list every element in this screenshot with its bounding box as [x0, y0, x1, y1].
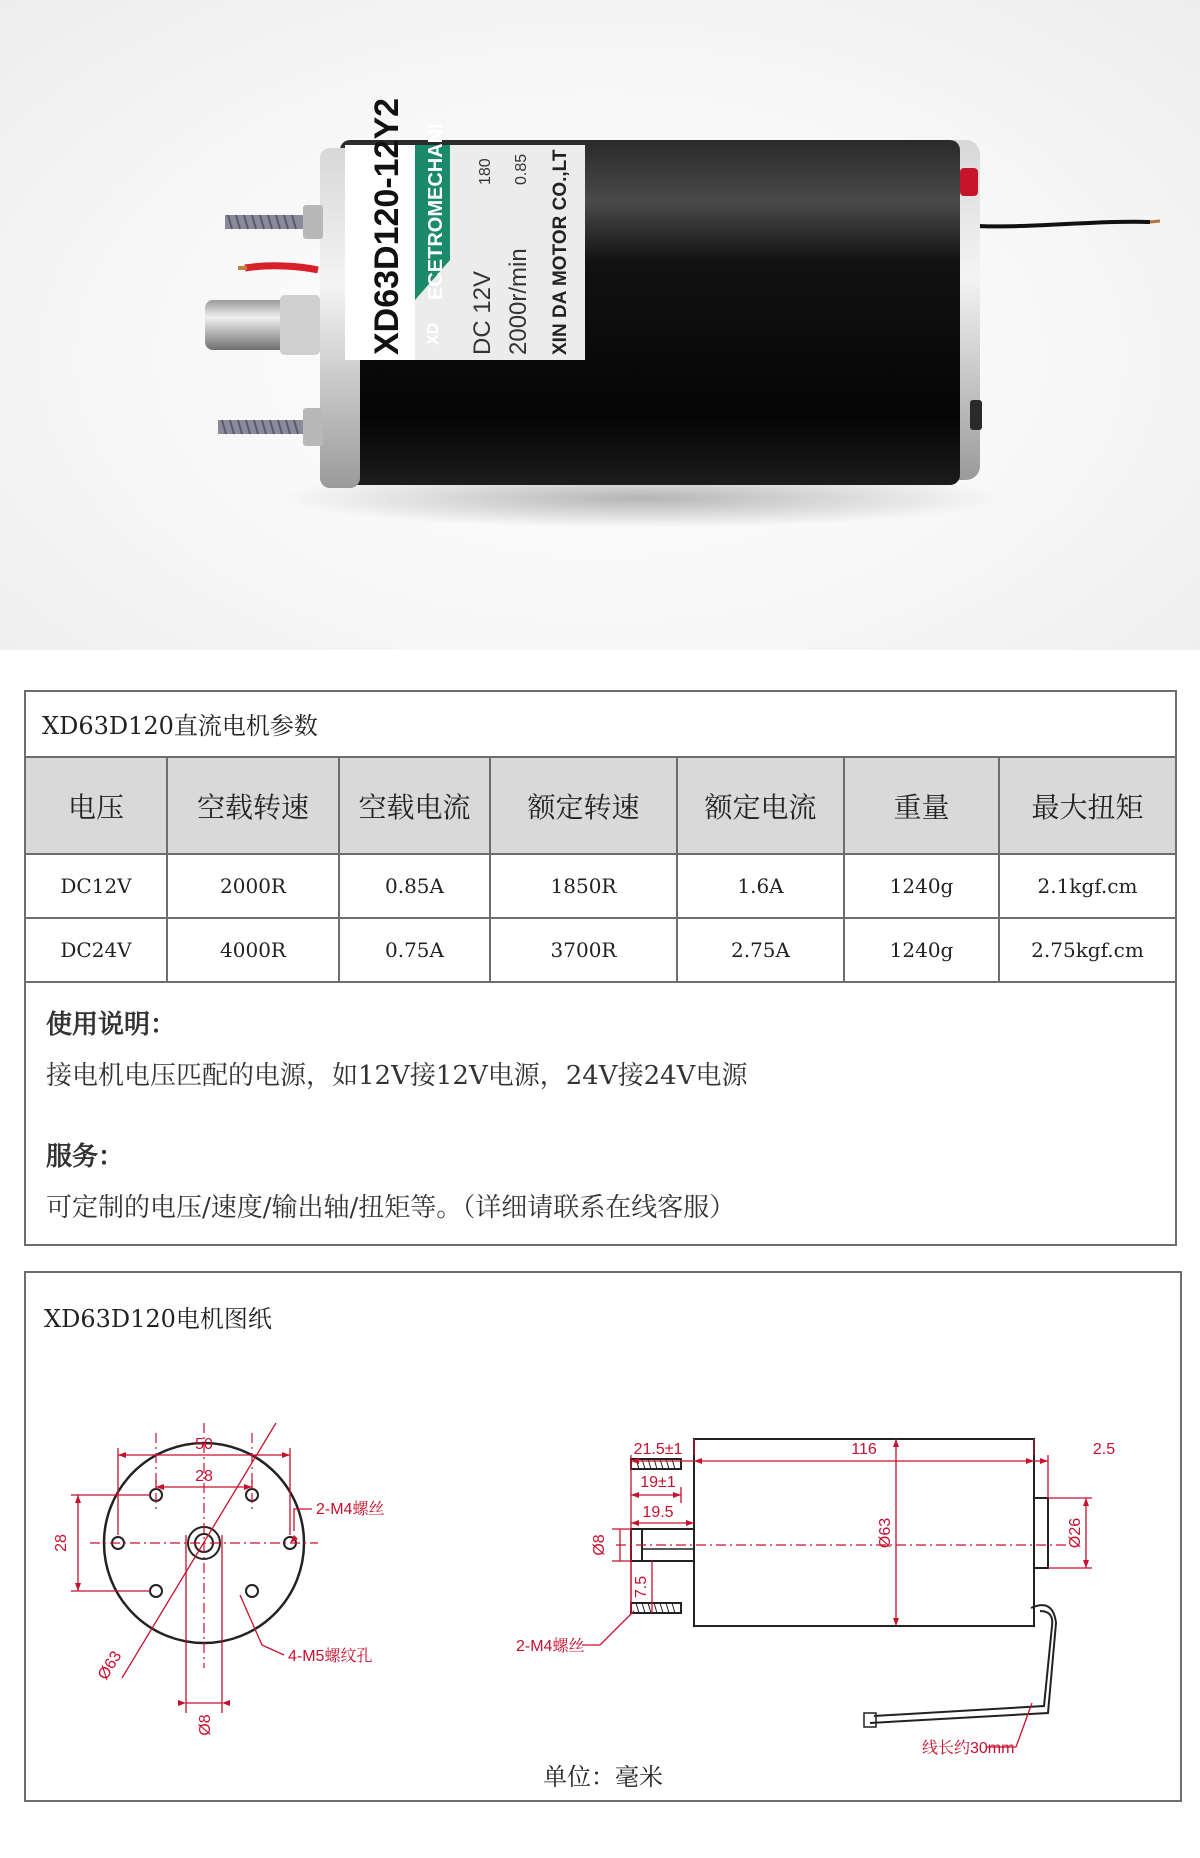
dim-7-5: 7.5: [633, 1575, 650, 1599]
cell-max-torque: 2.1kgf.cm: [999, 854, 1175, 918]
cell-noload-current: 0.75A: [339, 918, 490, 982]
cell-rated-speed: 1850R: [490, 854, 677, 918]
cell-weight: 1240g: [844, 854, 999, 918]
label-voltage: DC 12V: [469, 270, 496, 355]
motor-illustration: [0, 0, 1200, 650]
top-screw: [225, 205, 323, 239]
rear-red-plug: [960, 168, 978, 196]
unit-label: 单位：毫米: [543, 1763, 663, 1791]
dim-28-vertical: 28: [53, 1534, 70, 1552]
usage-text: 接电机电压匹配的电源，如12V接12V电源，24V接24V电源: [46, 1061, 748, 1091]
side-arrowheads: [631, 1439, 1089, 1626]
wire-tip: [1150, 221, 1160, 222]
cell-voltage: DC24V: [26, 918, 167, 982]
dim-116: 116: [851, 1441, 877, 1458]
dia-63-front: Ø63: [94, 1648, 126, 1683]
cell-rated-speed: 3700R: [490, 918, 677, 982]
label-speed: 2000r/min: [505, 248, 532, 355]
table-row: [26, 918, 1175, 982]
shaft-bushing: [280, 295, 320, 355]
cell-voltage: DC12V: [26, 854, 167, 918]
cell-rated-current: 2.75A: [677, 918, 844, 982]
drawing-section: [24, 1271, 1182, 1802]
cell-noload-current: 0.85A: [339, 854, 490, 918]
mount-hole: [150, 1585, 162, 1597]
label-power: 180: [477, 158, 494, 185]
label-company: ECETROMECHANI: [425, 123, 447, 300]
dia-63-side: Ø63: [877, 1517, 894, 1549]
cell-noload-speed: 4000R: [167, 918, 339, 982]
header-max-torque: 最大扭矩: [999, 757, 1175, 854]
bottom-screw: [218, 408, 323, 446]
spec-title: XD63D120直流电机参数: [42, 712, 318, 740]
label-2-m4-front: 2-M4螺丝: [316, 1501, 385, 1518]
label-logo: XD: [425, 322, 442, 345]
dia-26: Ø26: [1067, 1517, 1084, 1549]
spec-section: [24, 690, 1177, 1246]
spec-table: [26, 756, 1175, 983]
header-noload-speed: 空载转速: [167, 757, 339, 854]
cell-weight: 1240g: [844, 918, 999, 982]
label-model: XD63D120-12Y2: [368, 97, 406, 355]
header-rated-speed: 额定转速: [490, 757, 677, 854]
dia-8-front: Ø8: [197, 1714, 214, 1736]
header-weight: 重量: [844, 757, 999, 854]
usage-heading: 使用说明：: [46, 1010, 177, 1040]
spec-header-row: [26, 757, 1175, 854]
header-rated-current: 额定电流: [677, 757, 844, 854]
service-text: 可定制的电压/速度/输出轴/扭矩等。（详细请联系在线客服）: [46, 1193, 736, 1223]
cell-rated-current: 1.6A: [677, 854, 844, 918]
notes-block: [46, 1004, 1146, 1224]
side-body-outline: [694, 1439, 1034, 1626]
header-noload-current: 空载电流: [339, 757, 490, 854]
side-rear-boss: [1034, 1498, 1048, 1568]
dim-19: 19±1: [640, 1474, 676, 1491]
table-row: [26, 854, 1175, 918]
label-2-m4-side: 2-M4螺丝: [516, 1638, 585, 1655]
service-heading: 服务：: [46, 1142, 125, 1172]
dim-50: 50: [195, 1436, 213, 1453]
dim-21-5: 21.5±1: [633, 1441, 683, 1458]
drawing-title: XD63D120电机图纸: [44, 1305, 272, 1333]
mount-hole: [246, 1585, 258, 1597]
side-view: [631, 1439, 1056, 1727]
rear-screw: [970, 400, 982, 430]
side-shaft: [642, 1529, 694, 1561]
cell-max-torque: 2.75kgf.cm: [999, 918, 1175, 982]
label-current: 0.85: [513, 153, 530, 185]
red-wire: [245, 266, 318, 270]
rear-wire: [960, 222, 1150, 227]
label-4-m5: 4-M5螺纹孔: [288, 1648, 373, 1665]
cell-noload-speed: 2000R: [167, 854, 339, 918]
dia-8-side: Ø8: [591, 1534, 608, 1556]
dim-19-5: 19.5: [642, 1504, 674, 1521]
motor-label: [345, 98, 585, 360]
technical-drawing: [26, 1273, 1180, 1800]
dim-2-5: 2.5: [1092, 1441, 1116, 1458]
label-maker: XIN DA MOTOR CO.,LT: [550, 149, 571, 355]
dim-28-horizontal: 28: [195, 1468, 213, 1485]
product-photo: [0, 0, 1200, 650]
header-voltage: 电压: [26, 757, 167, 854]
label-wire-length: 线长约30mm: [922, 1740, 1015, 1757]
